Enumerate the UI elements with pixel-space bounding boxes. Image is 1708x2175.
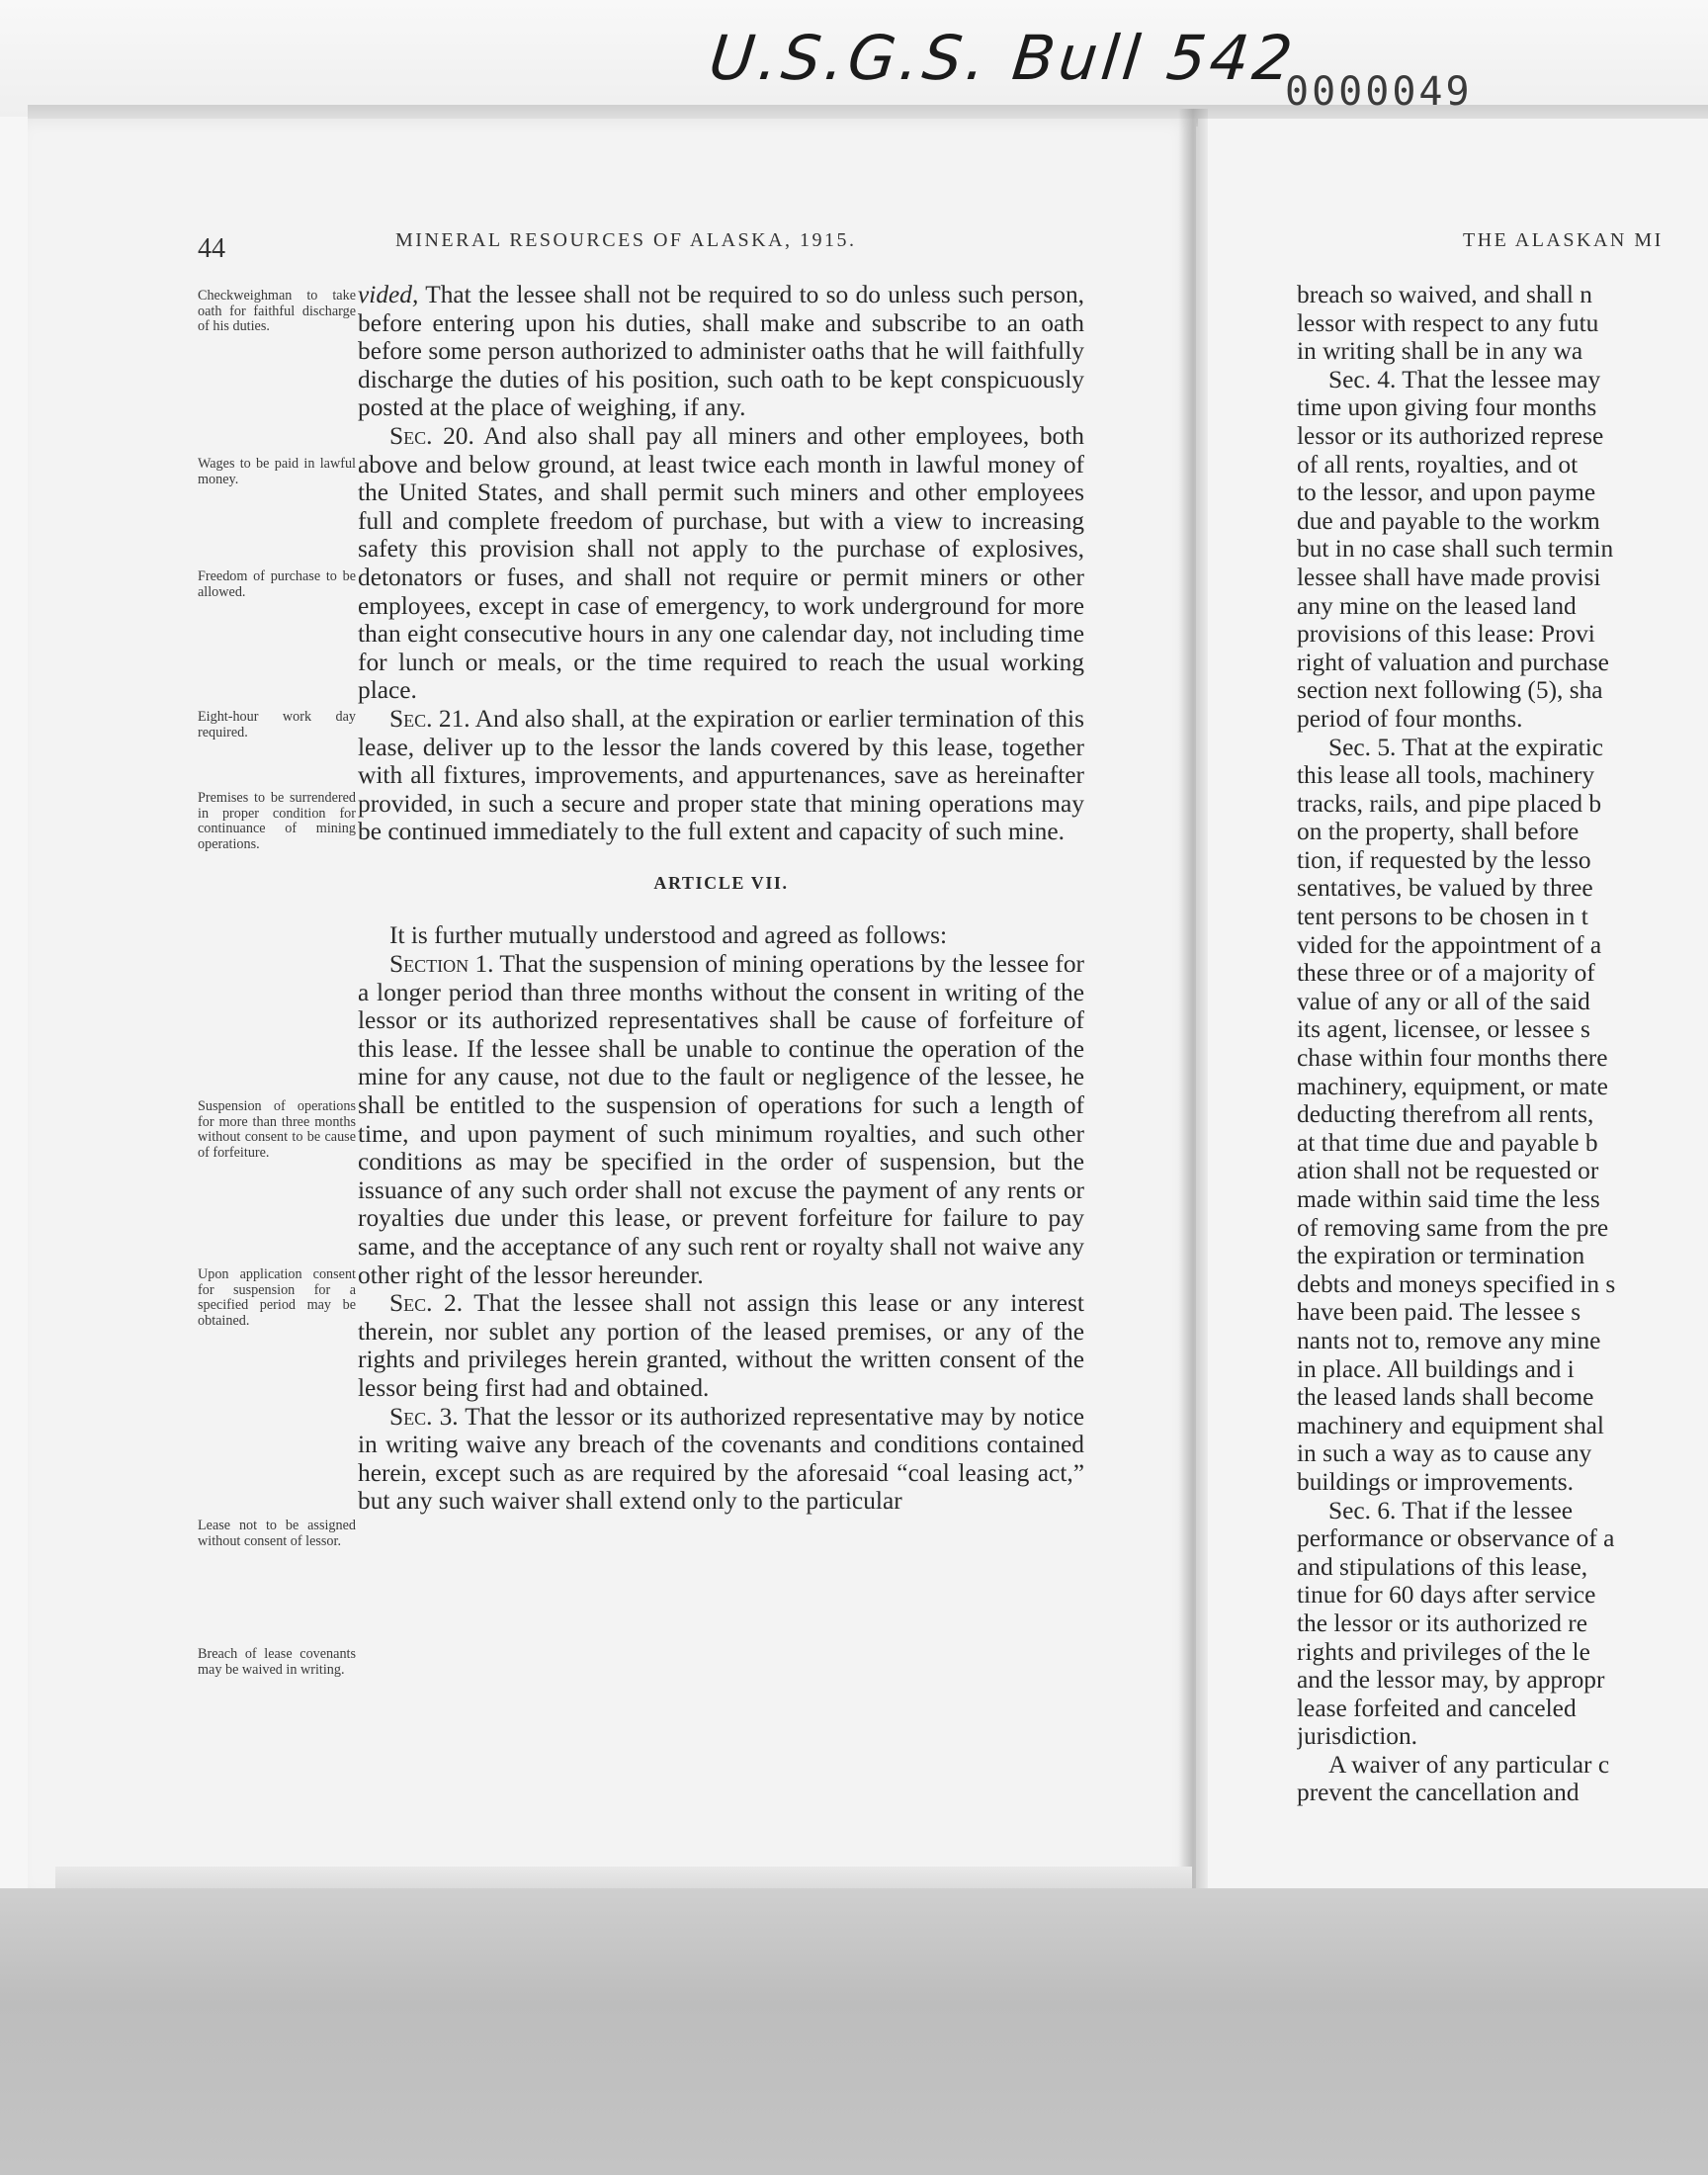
paragraph-lead-italic: vided, — [358, 281, 419, 308]
right-page-line: nants not to, remove any mine — [1297, 1326, 1601, 1354]
right-page-line: these three or of a majority of — [1297, 959, 1595, 988]
right-page-line: in writing shall be in any wa — [1297, 337, 1583, 366]
handwritten-note: U.S.G.S. Bull 542 — [706, 22, 1300, 94]
right-page-line: to the lessor, and upon payme — [1297, 478, 1596, 507]
right-page-line: tion, if requested by the lesso — [1297, 845, 1591, 874]
right-page-line: sentatives, be valued by three — [1297, 874, 1593, 903]
right-page-line: lessor or its authorized represe — [1297, 421, 1604, 450]
right-page-line: value of any or all of the said — [1297, 987, 1590, 1015]
right-page-line: breach so waived, and shall n — [1297, 281, 1592, 308]
margin-note: Checkweighman to take oath for faithful discharge of his duties. — [198, 288, 356, 334]
left-page-text — [358, 281, 1084, 1516]
margin-note: Upon application consent for suspension for a specified period may be obtained. — [198, 1266, 356, 1329]
paragraph — [358, 281, 1084, 422]
scan-bottom-background — [0, 1888, 1708, 2175]
paragraph — [358, 1289, 1084, 1402]
right-page-line: tinue for 60 days after service — [1297, 1581, 1596, 1610]
running-head-right: THE ALASKAN MI — [1463, 229, 1664, 251]
right-page-line: machinery and equipment shal — [1297, 1411, 1604, 1439]
right-page-line: at that time due and payable b — [1297, 1128, 1598, 1157]
right-page-text — [1297, 281, 1708, 1807]
section-lead: Section 1. — [389, 950, 494, 979]
right-page-line: debts and moneys specified in s — [1297, 1269, 1616, 1298]
paragraph-body: And also shall, at the expiration or earlier termination of this lease, deliver up to the lessor the lands covered by this lease, together with all fixtures, improvements, and appurtenances, save as hereinafter provided, in such a secure and proper state that mining operations may be continued immediately to the full extent and capacity of such mine. — [358, 704, 1084, 846]
right-page-line: rights and privileges of the le — [1297, 1637, 1590, 1666]
right-page-line: lessee shall have made provisi — [1297, 563, 1601, 591]
right-page-line: performance or observance of a — [1297, 1524, 1615, 1553]
margin-note: Suspension of operations for more than three months without consent to be cause of forfeiture. — [198, 1098, 356, 1161]
paragraph-body: And also shall pay all miners and other employees, both above and below ground, at least twice each month in lawful money of the United States, and shall permit such miners and other employees full and complete freedom of purchase, but with a view to increasing safety this provision shall not apply to the purchase of explosives, detonators or fuses, and shall not require or permit miners or other employees, except in case of emergency, to work underground for more than eight consecutive hours in any one calendar day, not including time for lunch or meals, or the time required to reach the usual working place. — [358, 421, 1084, 705]
section-lead: Sec. 20. — [389, 421, 474, 450]
margin-note: Freedom of purchase to be allowed. — [198, 568, 356, 600]
right-page-line: prevent the cancellation and — [1297, 1779, 1580, 1807]
right-page-line: machinery, equipment, or mate — [1297, 1072, 1608, 1100]
right-page-line: on the property, shall before — [1297, 818, 1580, 846]
right-page-line: jurisdiction. — [1297, 1722, 1418, 1751]
right-page-line: right of valuation and purchase — [1297, 648, 1609, 676]
paragraph-body: That the lessee shall not assign this lease or any interest therein, nor sublet any portion of the leased premises, or any of the rights and privileges herein granted, without the written consent of the lessor being first had and obtained. — [358, 1289, 1084, 1402]
right-page-line: made within said time the less — [1297, 1185, 1600, 1213]
stamp-number: 0000049 — [1285, 69, 1473, 115]
running-head-left: MINERAL RESOURCES OF ALASKA, 1915. — [395, 229, 857, 251]
article-heading: ARTICLE VII. — [653, 872, 789, 893]
right-page-line: Sec. 6. That if the lessee — [1328, 1496, 1574, 1524]
paragraph-body: That the lessee shall not be required to so do unless such person, before entering upon his duties, shall make and subscribe to an oath before some person authorized to administer oaths that he will faithfully discharge the duties of his position, such oath to be kept conspicuously posted at the place of weighing, if any. — [358, 281, 1084, 422]
right-page-line: deducting therefrom all rents, — [1297, 1100, 1594, 1129]
right-page-line: ation shall not be requested or — [1297, 1157, 1599, 1185]
section-lead: Sec. 21. — [389, 704, 470, 733]
paragraph-body: That the suspension of mining operations by the lessee for a longer period than three months without the consent in writing of the lessor or its authorized representatives shall be cause of forfeiture of this lease. If the lessee shall be unable to continue the operation of the mine for any cause, not due to the fault or negligence of the lessee, he shall be entitled to the suspension of operations for such a length of time, and upon payment of such minimum royalties, and such other conditions as may be specified in the order of suspension, but the issuance of any such order shall not excuse the payment of any rents or royalties due under this lease, or prevent forfeiture for failure to pay same, and the acceptance of any such rent or royalty shall not waive any other right of the lessor hereunder. — [358, 950, 1085, 1289]
right-page-line: vided for the appointment of a — [1297, 930, 1602, 959]
paragraph — [358, 921, 1084, 950]
right-page-line: the leased lands shall become — [1297, 1383, 1594, 1412]
right-page-line: any mine on the leased land — [1297, 591, 1577, 620]
right-page-line: the expiration or termination — [1297, 1242, 1585, 1270]
margin-note: Premises to be surrendered in proper condition for continuance of mining operations. — [198, 790, 356, 852]
right-page-line: tracks, rails, and pipe placed b — [1297, 789, 1602, 818]
right-page-line: this lease all tools, machinery — [1297, 761, 1595, 790]
section-lead: Sec. 3. — [389, 1402, 459, 1431]
right-page-line: time upon giving four months — [1297, 393, 1597, 422]
right-page-line: lease forfeited and canceled — [1297, 1694, 1577, 1722]
right-page-line: have been paid. The lessee s — [1297, 1298, 1581, 1327]
paragraph — [358, 422, 1084, 705]
right-page-line: A waiver of any particular c — [1328, 1750, 1610, 1779]
margin-note: Lease not to be assigned without consent of lessor. — [198, 1518, 356, 1549]
page-number: 44 — [198, 233, 225, 264]
right-page-line: tent persons to be chosen in t — [1297, 903, 1588, 931]
right-page-line: the lessor or its authorized re — [1297, 1609, 1588, 1637]
right-page-line: of all rents, royalties, and ot — [1297, 450, 1579, 478]
paragraph — [358, 705, 1084, 846]
right-page-line: but in no case shall such termin — [1297, 535, 1614, 564]
right-page-line: section next following (5), sha — [1297, 676, 1603, 705]
right-page-line: Sec. 5. That at the expiratic — [1328, 733, 1604, 761]
binding-gutter — [1178, 109, 1208, 1908]
right-page-line: its agent, licensee, or lessee s — [1297, 1015, 1590, 1044]
paragraph-body: That the lessor or its authorized representative may by notice in writing waive any breach of the covenants and conditions contained herein, except such as are required by the aforesaid “coal leasing act,” but any such waiver shall extend only to the particular — [358, 1402, 1084, 1516]
paragraph — [358, 1403, 1084, 1516]
right-page-line: of removing same from the pre — [1297, 1213, 1609, 1242]
right-page-line: provisions of this lease: Provi — [1297, 620, 1595, 649]
paragraph-body: It is further mutually understood and agreed as follows: — [389, 921, 948, 950]
right-page-line: Sec. 4. That the lessee may — [1328, 365, 1601, 393]
margin-note: Eight-hour work day required. — [198, 709, 356, 740]
section-lead: Sec. 2. — [389, 1289, 464, 1318]
right-page-line: chase within four months there — [1297, 1044, 1608, 1073]
right-page-line: in place. All buildings and i — [1297, 1354, 1575, 1383]
right-page-line: and the lessor may, by appropr — [1297, 1666, 1605, 1695]
paragraph — [358, 950, 1084, 1289]
right-page-line: and stipulations of this lease, — [1297, 1552, 1588, 1581]
right-page-line: buildings or improvements. — [1297, 1467, 1574, 1496]
right-page-line: period of four months. — [1297, 704, 1523, 733]
margin-note: Breach of lease covenants may be waived in writing. — [198, 1646, 356, 1678]
right-page-line: due and payable to the workm — [1297, 506, 1600, 535]
margin-note: Wages to be paid in lawful money. — [198, 456, 356, 487]
right-page-line: lessor with respect to any futu — [1297, 308, 1599, 337]
right-page-line: in such a way as to cause any — [1297, 1439, 1592, 1468]
